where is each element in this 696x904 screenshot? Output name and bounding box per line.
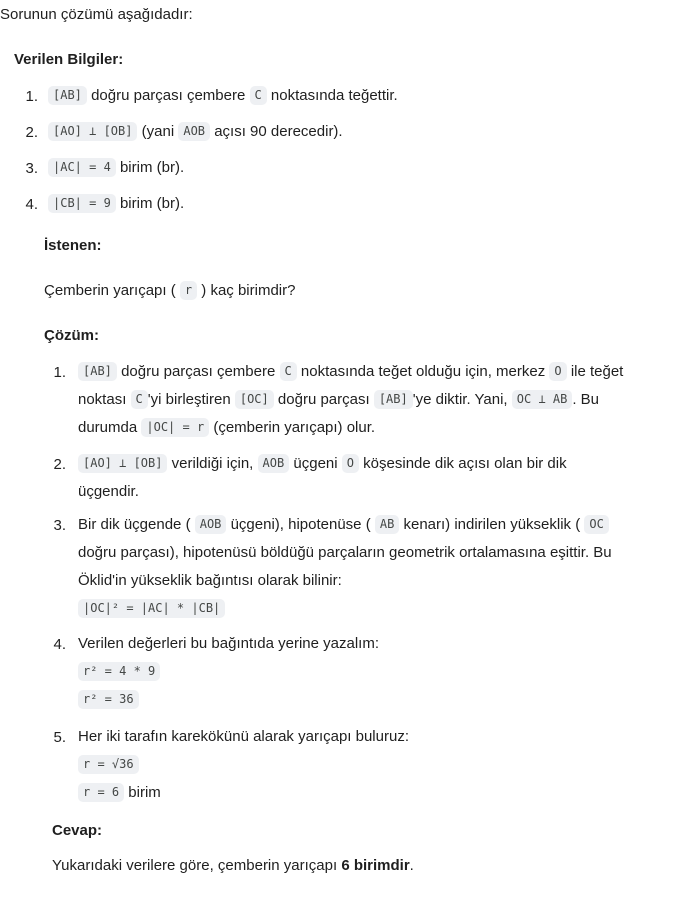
given-item-3 [48,158,184,178]
inline-code: r² = 4 * 9 [78,662,160,681]
inline-code: [AB] [78,362,117,381]
inline-code: C [131,390,148,409]
step-4-code-1 [78,662,160,682]
inline-code: [AB] [374,390,413,409]
inline-code: |CB| = 9 [48,194,116,213]
inline-code: O [549,362,566,381]
answer-text [52,856,414,876]
text: köşesinde dik açısı olan bir dik [363,455,567,472]
inline-code: |AC| = 4 [48,158,116,177]
step-3-line-2 [78,543,612,563]
step-3-line-1 [78,515,609,535]
text: Bir dik üçgende ( [78,516,191,533]
intro-text: Sorunun çözümü aşağıdadır: [0,6,193,23]
inline-code: [AB] [48,86,87,105]
step-5-text [78,727,409,747]
given-heading: Verilen Bilgiler: [14,51,124,68]
text: üçgendir. [78,483,139,500]
inline-code: AOB [178,122,210,141]
step-1-line-2 [78,390,599,410]
text: (çemberin yarıçapı) olur. [213,419,376,436]
inline-code: r [180,281,197,300]
text: Verilen değerleri bu bağıntıda yerine yazalım: [78,635,380,652]
text: ile teğet [570,363,624,380]
text: doğru parçası çembere [121,363,276,380]
step-4-code-2 [78,690,139,710]
text: Her iki tarafın karekökünü alarak yarıçapı buluruz: [78,728,409,745]
answer-value: 6 birimdir [341,857,410,874]
text: doğru parçası çembere [91,87,246,104]
text: verildiği için, [171,455,254,472]
text: (yani [141,123,175,140]
inline-code: [AO] ⊥ [OB] [78,454,167,473]
inline-code: OC ⊥ AB [512,390,573,409]
inline-code: AB [375,515,399,534]
given-item-number: 4. [25,196,38,213]
inline-code: r = √36 [78,755,139,774]
answer-heading: Cevap: [52,822,103,839]
inline-code: OC [584,515,608,534]
inline-code: AOB [195,515,227,534]
text: üçgeni [293,455,338,472]
text: doğru parçası), hipotenüsü böldüğü parçaların geometrik ortalamasına eşittir. Bu [78,544,612,561]
inline-code: O [342,454,359,473]
inline-code: C [280,362,297,381]
text: Öklid'in yükseklik bağıntısı olarak bilinir: [78,572,342,589]
text: durumda [78,419,138,436]
inline-code: [AO] ⊥ [OB] [48,122,137,141]
text: birim (br). [119,195,185,212]
step-number: 4. [53,636,66,653]
given-item-1 [48,86,398,106]
asked-heading: İstenen: [44,237,102,254]
inline-code: C [250,86,267,105]
asked-text [44,281,295,301]
inline-code: r² = 36 [78,690,139,709]
text: 'ye diktir. Yani, [412,391,508,408]
text: ) kaç birimdir? [201,282,296,299]
inline-code: [OC] [235,390,274,409]
step-number: 3. [53,517,66,534]
step-number: 5. [53,729,66,746]
text: 'yi birleştiren [147,391,231,408]
solution-heading: Çözüm: [44,327,99,344]
given-item-number: 1. [25,88,38,105]
given-item-2 [48,122,343,142]
text: Çemberin yarıçapı ( [44,282,176,299]
inline-code: |OC| = r [141,418,209,437]
step-number: 2. [53,456,66,473]
step-4-text [78,634,379,654]
step-5-code-1 [78,755,139,775]
inline-code: r = 6 [78,783,124,802]
text: açısı 90 derecedir). [214,123,343,140]
text: . [409,857,414,874]
text: noktası [78,391,127,408]
text: Yukarıdaki verilere göre, çemberin yarıçapı [52,857,338,874]
step-5-code-2 [78,783,161,803]
step-3-formula [78,599,225,619]
inline-code: |OC|² = |AC| * |CB| [78,599,225,618]
text: doğru parçası [277,391,370,408]
text: noktasında teğettir. [270,87,398,104]
step-1-line-1 [78,362,623,382]
given-item-number: 2. [25,124,38,141]
given-item-4 [48,194,184,214]
step-2-line-1 [78,454,567,474]
given-item-number: 3. [25,160,38,177]
text: . Bu [572,391,600,408]
step-1-line-3 [78,418,375,438]
text: kenarı) indirilen yükseklik ( [403,516,581,533]
step-3-line-3 [78,571,342,591]
inline-code: AOB [258,454,290,473]
text: birim [128,784,161,801]
step-2-line-2 [78,482,139,502]
text: noktasında teğet olduğu için, merkez [300,363,546,380]
text: üçgeni), hipotenüse ( [230,516,371,533]
step-number: 1. [53,364,66,381]
text: birim (br). [119,159,185,176]
